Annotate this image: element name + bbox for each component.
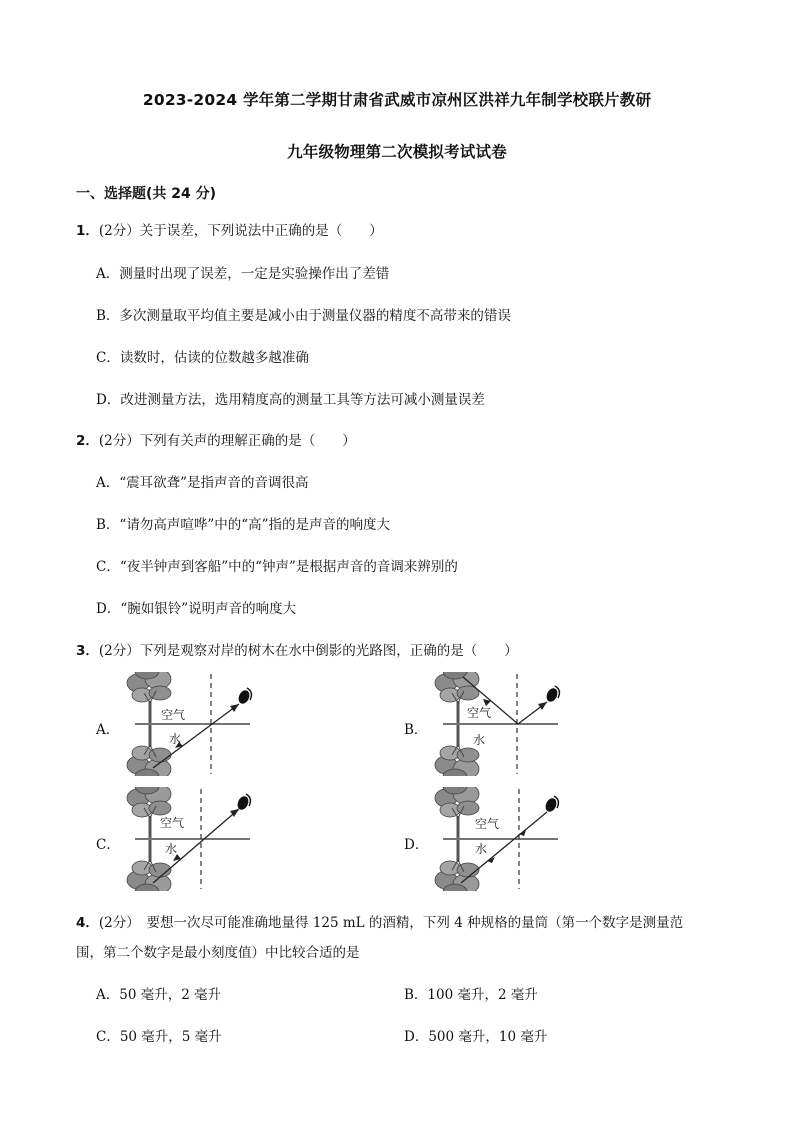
- q3-option-d-label: D．: [404, 837, 429, 853]
- q4-option-c: C．50 毫升，5 毫升: [96, 1029, 222, 1045]
- question-number: 2．: [76, 433, 99, 449]
- question-stem: (2分）关于误差，下列说法中正确的是（ ）: [98, 223, 383, 239]
- section-heading: 一、选择题(共 24 分): [76, 186, 217, 202]
- q2-option-c: C．“夜半钟声到客船”中的“钟声”是根据声音的音调来辨别的: [96, 559, 458, 575]
- exam-title-line2: 九年级物理第二次模拟考试试卷: [287, 143, 507, 161]
- air-label: 空气: [475, 817, 500, 831]
- question-4-line2: 围，第二个数字是最小刻度值）中比较合适的是: [76, 945, 360, 961]
- q4-option-a: A．50 毫升，2 毫升: [96, 987, 222, 1003]
- question-number: 3．: [76, 643, 99, 659]
- q3-diagram-d: [423, 787, 583, 891]
- air-label: 空气: [467, 706, 492, 720]
- question-stem-line1: (2分） 要想一次尽可能准确地量得 125 mL 的酒精，下列 4 种规格的量筒（第一个数字是测量范: [98, 915, 684, 931]
- q4-option-b: B．100 毫升，2 毫升: [404, 987, 538, 1003]
- question-number: 4．: [76, 915, 99, 931]
- water-label: 水: [475, 842, 488, 856]
- q3-diagram-b: [423, 672, 583, 776]
- q3-diagram-c: [115, 787, 275, 891]
- exam-title-line1: 2023-2024 学年第二学期甘肃省武威市凉州区洪祥九年制学校联片教研: [142, 91, 652, 109]
- q4-option-d: D．500 毫升，10 毫升: [404, 1029, 548, 1045]
- q1-option-c: C．读数时，估读的位数越多越准确: [96, 350, 309, 366]
- question-3: [76, 639, 518, 659]
- q2-option-a: A．“震耳欲聋”是指声音的音调很高: [96, 475, 309, 491]
- question-1: [76, 219, 383, 239]
- q3-option-a-label: A．: [96, 722, 120, 738]
- water-label: 水: [169, 732, 182, 746]
- question-stem: (2分）下列是观察对岸的树木在水中倒影的光路图，正确的是（ ）: [98, 643, 518, 659]
- water-label: 水: [165, 842, 178, 856]
- question-4: [76, 911, 683, 931]
- q1-option-a: A．测量时出现了误差，一定是实验操作出了差错: [96, 266, 390, 282]
- q3-diagram-a: [115, 672, 275, 776]
- q2-option-b: B．“请勿高声喧哗”中的“高”指的是声音的响度大: [96, 517, 391, 533]
- q2-option-d: D．“腕如银铃”说明声音的响度大: [96, 601, 297, 617]
- water-label: 水: [473, 733, 486, 747]
- question-2: [76, 429, 356, 449]
- air-label: 空气: [161, 708, 186, 722]
- q1-option-d: D．改进测量方法，选用精度高的测量工具等方法可减小测量误差: [96, 392, 485, 408]
- air-label: 空气: [160, 816, 185, 830]
- question-number: 1．: [76, 223, 99, 239]
- q3-option-c-label: C．: [96, 837, 120, 853]
- q1-option-b: B．多次测量取平均值主要是减小由于测量仪器的精度不高带来的错误: [96, 308, 511, 324]
- q3-option-b-label: B．: [404, 722, 428, 738]
- question-stem: (2分）下列有关声的理解正确的是（ ）: [98, 433, 356, 449]
